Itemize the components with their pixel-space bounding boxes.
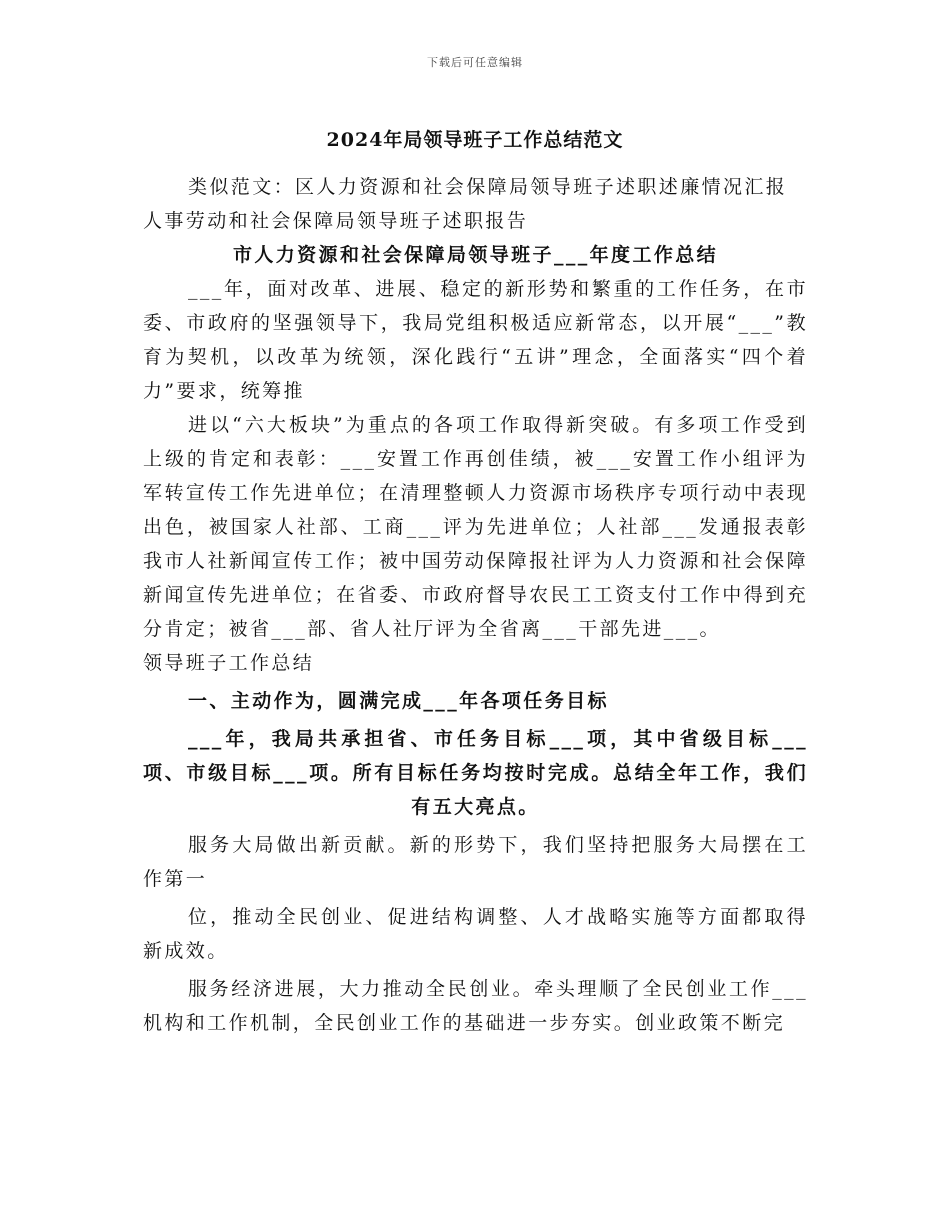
document-title: 2024年局领导班子工作总结范文 bbox=[326, 129, 624, 151]
similar-article-line: 类似范文：区人力资源和社会保障局领导班子述职述廉情况汇报 bbox=[188, 176, 788, 198]
document-body bbox=[143, 170, 808, 1040]
report-subtitle: 市人力资源和社会保障局领导班子___年度工作总结 bbox=[232, 244, 719, 266]
body-paragraph: 进以“六大板块”为重点的各项工作取得新突破。有多项工作受到上级的肯定和表彰：___安置工作再创佳绩，被___安置工作小组评为军转宣传工作先进单位；在清理整顿人力资源市场秩序专项行动中表现出色，被国家人社部、工商___评为先进单位；人社部___发通报表彰我市人社新闻宣传工作；被中国劳动保障报社评为人力资源和社会保障新闻宣传先进单位；在省委、市政府督导农民工工资支付工作中得到充分肯定；被省___部、省人社厅评为全省离___干部先进___。 bbox=[143, 414, 808, 640]
header-note: 下载后可任意编辑 bbox=[427, 56, 523, 69]
body-paragraph: 服务大局做出新贡献。新的形势下，我们坚持把服务大局摆在工作第一 bbox=[143, 834, 808, 890]
body-paragraph: ___年，面对改革、进展、稳定的新形势和繁重的工作任务，在市委、市政府的坚强领导下，我局党组积极适应新常态，以开展“___”教育为契机，以改革为统领，深化践行“五讲”理念，全面落实“四个着力”要求，统筹推 bbox=[143, 278, 808, 402]
similar-article-line: 人事劳动和社会保障局领导班子述职报告 bbox=[143, 210, 529, 232]
body-paragraph: 服务经济进展，大力推动全民创业。牵头理顺了全民创业工作___机构和工作机制，全民创业工作的基础进一步夯实。创业政策不断完 bbox=[143, 978, 808, 1034]
body-paragraph: 位，推动全民创业、促进结构调整、人才战略实施等方面都取得新成效。 bbox=[143, 906, 808, 962]
section-heading: 一、主动作为，圆满完成___年各项任务目标 bbox=[188, 690, 609, 712]
section-summary: ___年，我局共承担省、市任务目标___项，其中省级目标___项、市级目标___项。所有目标任务均按时完成。总结全年工作，我们有五大亮点。 bbox=[143, 728, 808, 818]
body-paragraph-tail: 领导班子工作总结 bbox=[143, 652, 315, 674]
